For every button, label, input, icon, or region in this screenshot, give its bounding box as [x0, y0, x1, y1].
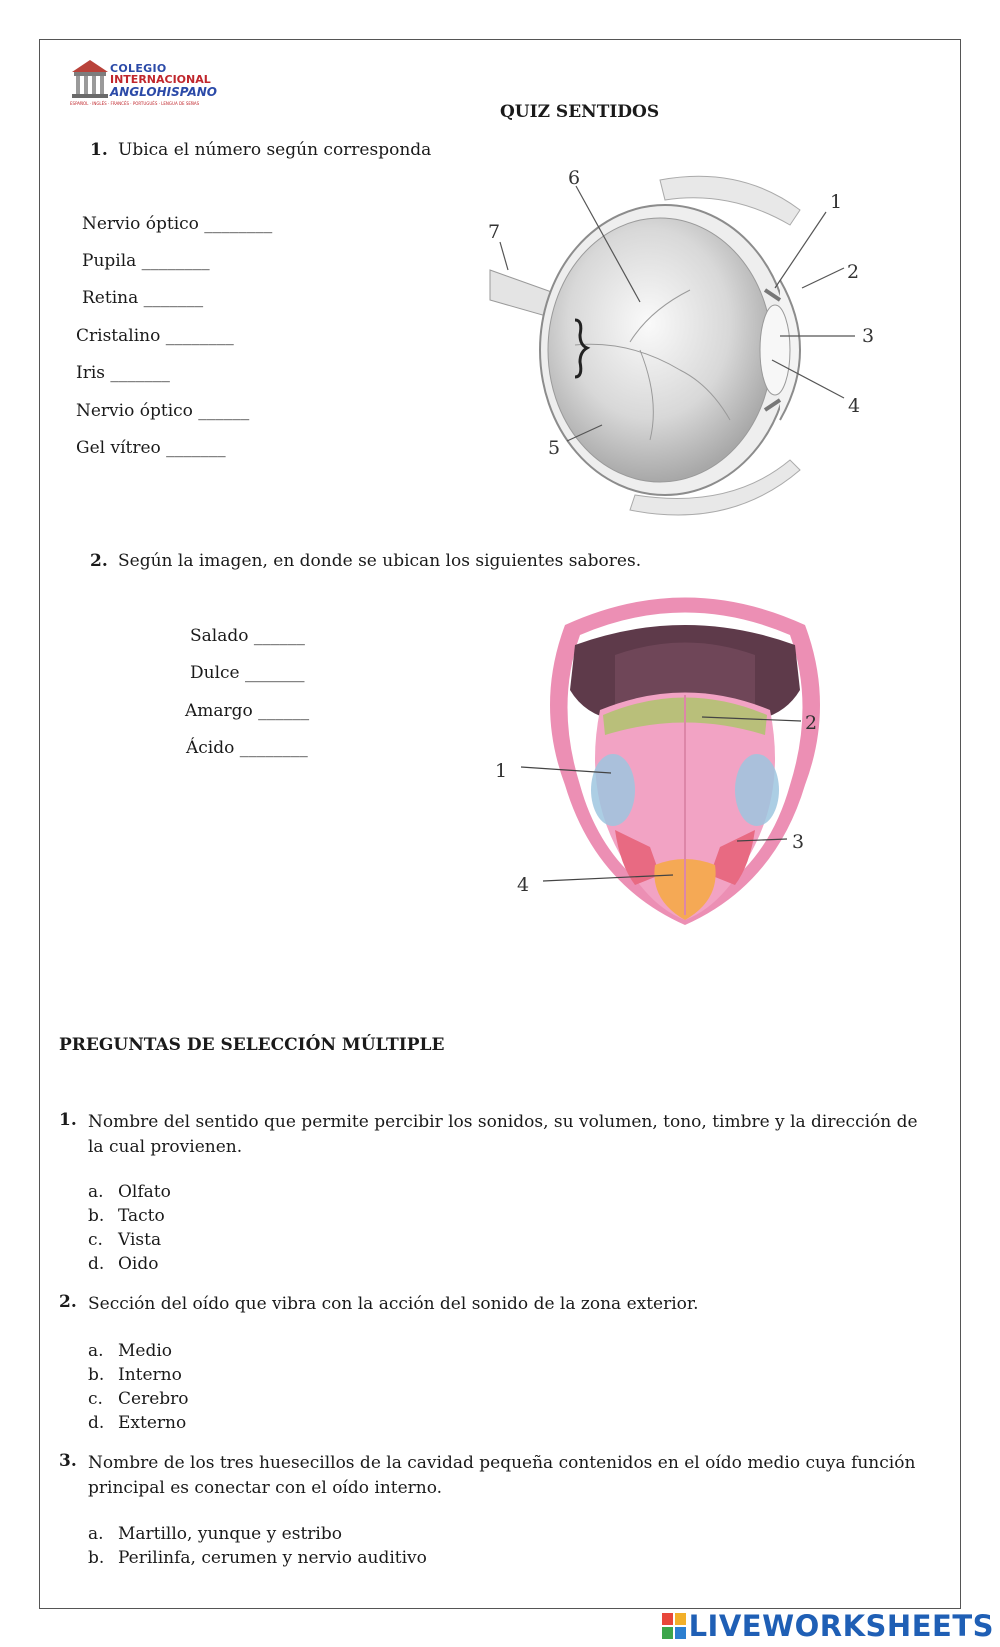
mc-q1-text: Nombre del sentido que permite percibir los sonidos, su volumen, tono, timbre y la dirección de la cual provienen.: [88, 1112, 918, 1157]
logo-line-2: INTERNACIONAL: [110, 73, 211, 86]
mc-q1-option-d[interactable]: d. Oido: [88, 1254, 159, 1274]
eye-label-1: 1: [830, 191, 843, 213]
tongue-diagram: [455, 585, 875, 945]
q1-text: Ubica el número según corresponda: [118, 140, 432, 160]
school-logo: [70, 58, 217, 114]
q1-item[interactable]: Retina _______: [82, 288, 204, 308]
logo-line-1: COLEGIO: [110, 62, 167, 75]
eye-label-2: 2: [847, 261, 860, 283]
liveworksheets-brand[interactable]: [661, 1608, 994, 1644]
left-salty-zone-shape: [591, 754, 635, 826]
eye-label-5: 5: [548, 437, 561, 459]
right-salty-zone-shape: [735, 754, 779, 826]
tongue-label-4: 4: [517, 874, 530, 896]
q1-number: 1.: [90, 140, 108, 160]
q1-item[interactable]: Gel vítreo _______: [76, 438, 226, 458]
mc-q3-option-b[interactable]: b. Perilinfa, cerumen y nervio auditivo: [88, 1548, 427, 1568]
q1-item[interactable]: Iris _______: [76, 363, 170, 383]
q2-text: Según la imagen, en donde se ubican los siguientes sabores.: [118, 551, 642, 571]
q2-item[interactable]: Ácido ________: [186, 738, 308, 758]
q1-item[interactable]: Nervio óptico ______: [76, 401, 250, 421]
q1-item[interactable]: Nervio óptico ________: [82, 214, 273, 234]
mc-q2-option-a[interactable]: a. Medio: [88, 1341, 173, 1361]
q2-item[interactable]: Amargo ______: [185, 701, 310, 721]
liveworksheets-logo-icon: [661, 1612, 687, 1640]
logo-line-3: ANGLOHISPANO: [110, 85, 217, 99]
mc-q2-option-b[interactable]: b. Interno: [88, 1365, 182, 1385]
liveworksheets-brand-text: LIVEWORKSHEETS: [688, 1609, 994, 1643]
logo-tagline: ESPAÑOL · INGLÉS · FRANCÉS · PORTUGUÉS · LENGUA DE SEÑAS: [70, 101, 200, 106]
q2-item[interactable]: Dulce _______: [190, 663, 305, 683]
eye-label-6: 6: [568, 170, 581, 189]
mc-q2-option-c[interactable]: c. Cerebro: [88, 1389, 189, 1409]
tongue-label-1: 1: [495, 760, 508, 782]
tongue-label-2: 2: [805, 712, 818, 734]
q1-item[interactable]: Pupila ________: [82, 251, 210, 271]
mc-q1-number: 1.: [59, 1110, 77, 1130]
eye-label-4: 4: [848, 395, 861, 417]
mc-q1-option-b[interactable]: b. Tacto: [88, 1206, 165, 1226]
q1-item[interactable]: Cristalino ________: [76, 326, 234, 346]
mc-q3-option-a[interactable]: a. Martillo, yunque y estribo: [88, 1524, 342, 1544]
school-building-icon: [70, 58, 110, 102]
mc-q3-text: Nombre de los tres huesecillos de la cavidad pequeña contenidos en el oído medio cuya función principal es conectar con el oído interno.: [88, 1453, 916, 1498]
q1-heading: [90, 140, 431, 160]
page-title: QUIZ SENTIDOS: [500, 102, 660, 122]
multiple-choice-title: PREGUNTAS DE SELECCIÓN MÚLTIPLE: [59, 1035, 445, 1055]
eye-label-3: 3: [862, 325, 875, 347]
q2-item[interactable]: Salado ______: [190, 626, 305, 646]
mc-q1-option-a[interactable]: a. Olfato: [88, 1182, 171, 1202]
eye-diagram: [480, 170, 920, 540]
vitreous-shape: [548, 218, 772, 482]
mc-q2-number: 2.: [59, 1292, 77, 1312]
mc-q2-option-d[interactable]: d. Externo: [88, 1413, 187, 1433]
q2-heading: [90, 551, 641, 571]
lens-shape: [760, 305, 790, 395]
eye-label-7: 7: [488, 221, 501, 243]
q2-number: 2.: [90, 551, 108, 571]
mc-q1-option-c[interactable]: c. Vista: [88, 1230, 162, 1250]
mc-q3-number: 3.: [59, 1451, 77, 1471]
tongue-label-3: 3: [792, 831, 805, 853]
mc-q2-text: Sección del oído que vibra con la acción del sonido de la zona exterior.: [88, 1294, 699, 1314]
